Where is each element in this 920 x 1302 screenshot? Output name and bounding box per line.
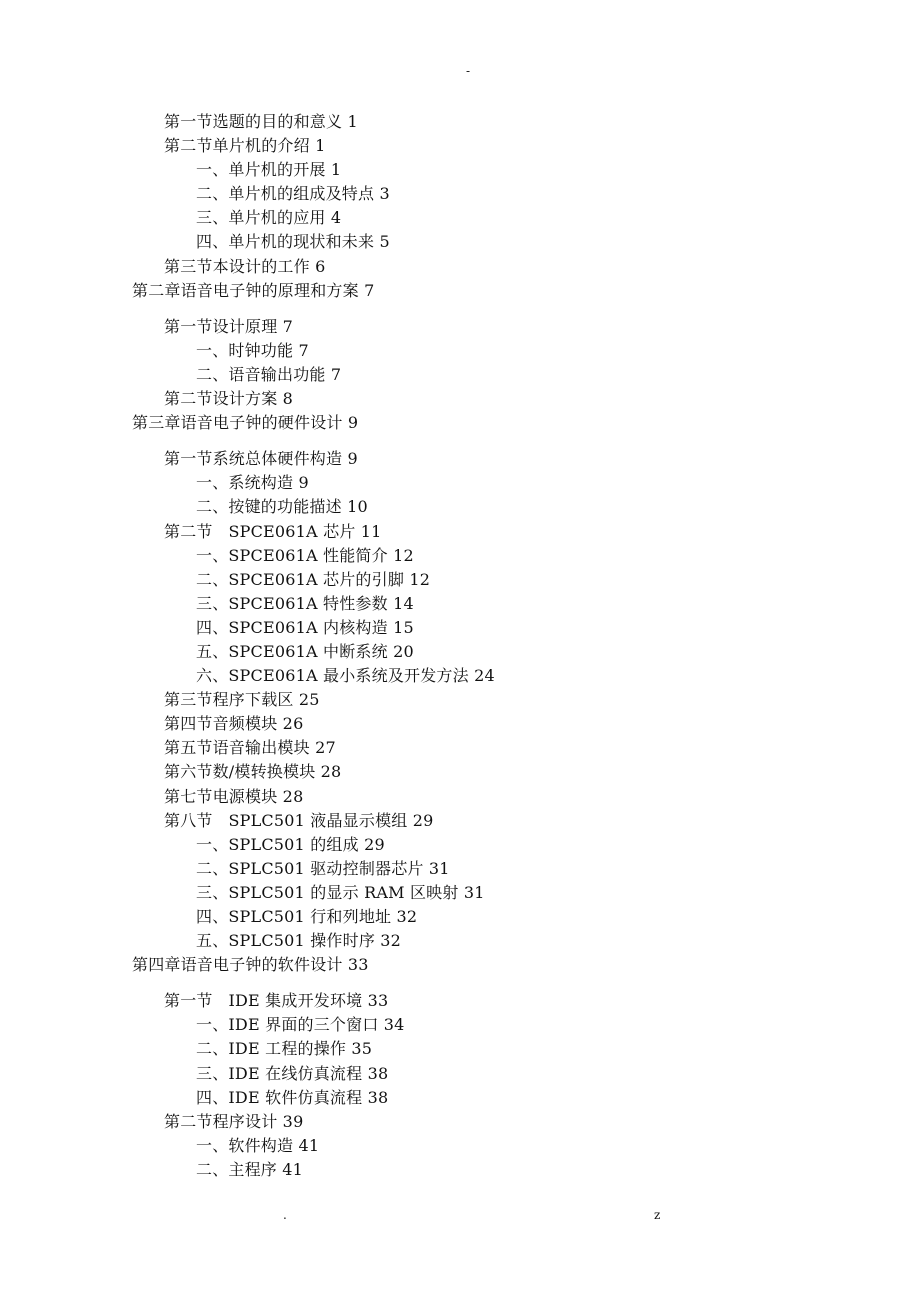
toc-section: 第三节程序下载区 25 [164, 690, 320, 710]
toc-subsection: 一、系统构造 9 [196, 473, 309, 493]
toc-subsection: 二、单片机的组成及特点 3 [196, 184, 390, 204]
toc-subsection: 四、IDE 软件仿真流程 38 [196, 1087, 389, 1107]
toc-section: 第二节 SPCE061A 芯片 11 [164, 521, 382, 541]
toc-section: 第六节数/模转换模块 28 [164, 762, 342, 782]
toc-section: 第一节系统总体硬件构造 9 [164, 449, 358, 469]
page-footer-left: . [283, 1208, 287, 1222]
toc-subsection: 一、单片机的开展 1 [196, 160, 342, 180]
toc-subsection: 二、按键的功能描述 10 [196, 497, 368, 517]
page-header-mark: - [466, 64, 471, 78]
toc-subsection: 一、软件构造 41 [196, 1135, 320, 1155]
toc-section: 第七节电源模块 28 [164, 786, 304, 806]
toc-section: 第二节单片机的介绍 1 [164, 136, 326, 156]
toc-subsection: 四、SPLC501 行和列地址 32 [196, 907, 418, 926]
toc-subsection: 四、SPCE061A 内核构造 15 [196, 617, 414, 637]
toc-chapter: 第四章语音电子钟的软件设计 33 [132, 955, 369, 975]
toc-subsection: 一、时钟功能 7 [196, 340, 309, 360]
toc-chapter: 第三章语音电子钟的硬件设计 9 [132, 413, 359, 433]
toc-subsection: 三、IDE 在线仿真流程 38 [196, 1063, 389, 1083]
toc-section: 第八节 SPLC501 液晶显示模组 29 [164, 810, 434, 830]
toc-subsection: 四、单片机的现状和未来 5 [196, 232, 390, 252]
table-of-contents [0, 110, 920, 1182]
toc-section: 第五节语音输出模块 27 [164, 738, 336, 758]
toc-subsection: 二、IDE 工程的操作 35 [196, 1039, 373, 1059]
toc-section: 第一节 IDE 集成开发环境 33 [164, 991, 389, 1011]
toc-section: 第二节设计方案 8 [164, 389, 294, 409]
toc-subsection: 三、SPCE061A 特性参数 14 [196, 593, 414, 613]
toc-section: 第一节设计原理 7 [164, 316, 294, 336]
toc-subsection: 二、SPCE061A 芯片的引脚 12 [196, 569, 431, 589]
toc-subsection: 三、单片机的应用 4 [196, 208, 342, 228]
toc-section: 第二节程序设计 39 [164, 1111, 304, 1131]
toc-subsection: 一、IDE 界面的三个窗口 34 [196, 1015, 405, 1035]
toc-section: 第三节本设计的工作 6 [164, 256, 326, 276]
toc-subsection: 三、SPLC501 的显示 RAM 区映射 31 [196, 882, 485, 902]
toc-subsection: 五、SPCE061A 中断系统 20 [196, 641, 414, 661]
toc-section: 第四节音频模块 26 [164, 714, 304, 734]
toc-subsection: 六、SPCE061A 最小系统及开发方法 24 [196, 666, 495, 686]
page-footer-right: z [654, 1208, 661, 1222]
toc-subsection: 五、SPLC501 操作时序 32 [196, 931, 402, 951]
toc-subsection: 一、SPCE061A 性能简介 12 [196, 545, 414, 565]
toc-subsection: 二、主程序 41 [196, 1159, 304, 1179]
toc-chapter: 第二章语音电子钟的原理和方案 7 [132, 280, 375, 300]
toc-subsection: 一、SPLC501 的组成 29 [196, 834, 385, 854]
toc-section: 第一节选题的目的和意义 1 [164, 112, 358, 131]
toc-subsection: 二、SPLC501 驱动控制器芯片 31 [196, 858, 450, 878]
toc-subsection: 二、语音输出功能 7 [196, 364, 342, 384]
